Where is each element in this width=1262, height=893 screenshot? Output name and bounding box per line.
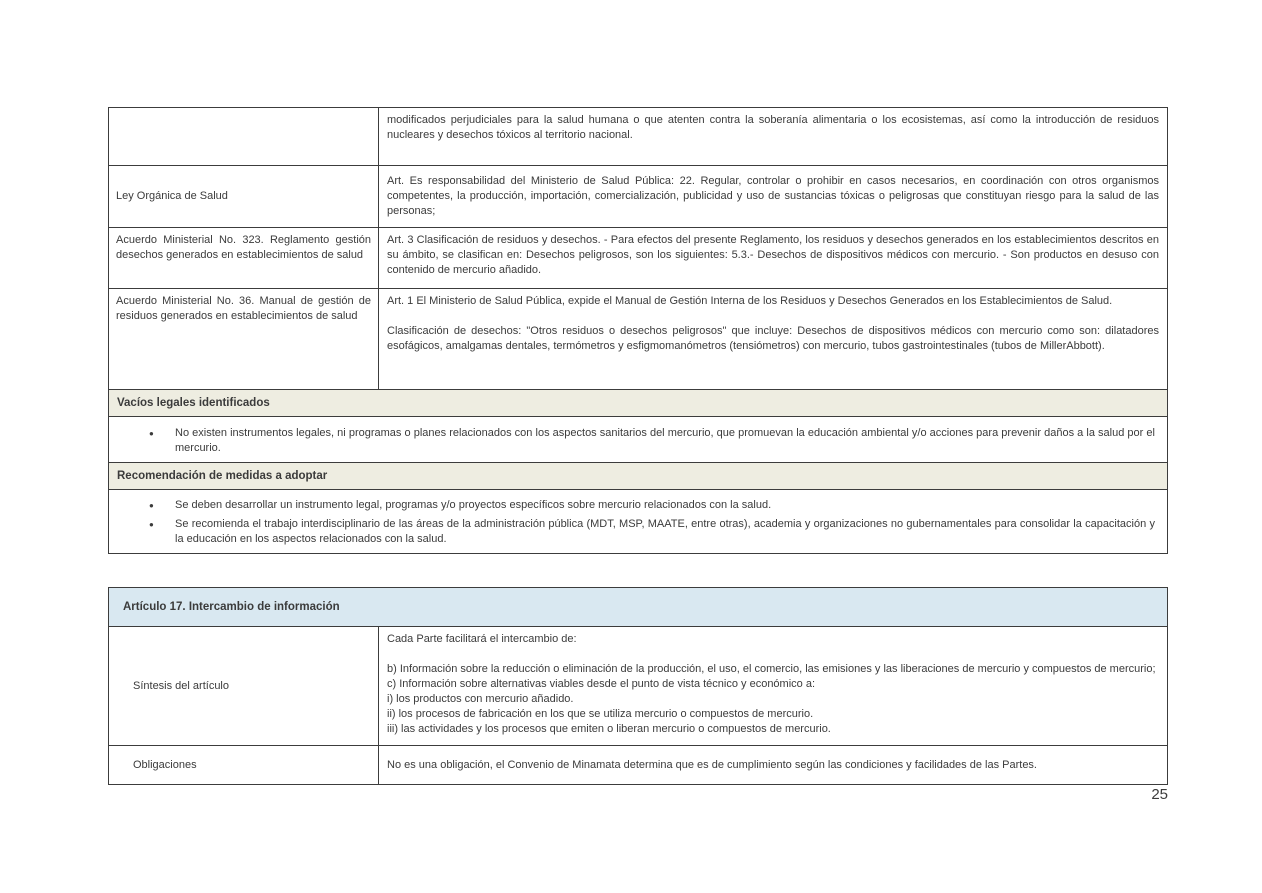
instrument-name-cell bbox=[109, 108, 379, 165]
table-row bbox=[109, 745, 1167, 784]
list-item bbox=[117, 515, 1159, 549]
instrument-detail-cell bbox=[379, 289, 1167, 389]
sintesis-line: ii) los procesos de fabricación en los que se utiliza mercurio o compuestos de mercurio. bbox=[387, 708, 814, 720]
section-header-vacios-legales bbox=[109, 389, 1167, 416]
articulo-17-table bbox=[108, 587, 1168, 785]
legal-instruments-table bbox=[108, 107, 1168, 554]
row-label: Obligaciones bbox=[133, 758, 197, 771]
list-item-text: Se recomienda el trabajo interdisciplinario de las áreas de la administración pública (MDT, MSP, MAATE, entre otras), academia y organizaciones no gubernamentales para consolidar la capacitación y la educación en los aspectos relacionados con la salud. bbox=[175, 518, 1155, 545]
recomendacion-items-row bbox=[109, 489, 1167, 553]
table-row bbox=[109, 227, 1167, 288]
row-label: Síntesis del artículo bbox=[133, 679, 229, 692]
bullet-icon: ● bbox=[149, 501, 154, 510]
section-header-label: Vacíos legales identificados bbox=[117, 396, 270, 409]
page-number: 25 bbox=[1151, 786, 1168, 803]
obligaciones-text: No es una obligación, el Convenio de Minamata determina que es de cumplimiento según las condiciones y facilidades de las Partes. bbox=[387, 758, 1037, 771]
instrument-name-cell bbox=[109, 166, 379, 227]
sintesis-line: i) los productos con mercurio añadido. bbox=[387, 693, 574, 705]
section-header-recomendacion bbox=[109, 462, 1167, 489]
sintesis-line: iii) las actividades y los procesos que emiten o liberan mercurio o compuestos de mercurio. bbox=[387, 723, 831, 735]
sintesis-content-cell bbox=[379, 627, 1167, 745]
instrument-detail-cell bbox=[379, 166, 1167, 227]
article-header bbox=[109, 588, 1167, 626]
instrument-detail: Art. 3 Clasificación de residuos y desechos. - Para efectos del presente Reglamento, los residuos y desechos generados en los establecimientos descritos en su ámbito, se clasifican en: Desechos peligrosos, son los siguientes: 5.3.- Desechos de dispositivos médicos con mercurio. - Son productos en desuso con contenido de mercurio añadido. bbox=[387, 234, 1159, 276]
bullet-icon: ● bbox=[149, 429, 154, 438]
document-page bbox=[108, 107, 1168, 785]
continuation-text: modificados perjudiciales para la salud humana o que atenten contra la soberanía alimentaria o los ecosistemas, así como la introducción de residuos nucleares y desechos tóxicos al territorio nacional. bbox=[387, 114, 1159, 141]
sintesis-line: c) Información sobre alternativas viables desde el punto de vista técnico y económico a: bbox=[387, 678, 816, 690]
instrument-detail-paragraph: Clasificación de desechos: "Otros residuos o desechos peligrosos" que incluye: Desechos de dispositivos médicos con mercurio como son: dilatadores esofágicos, amalgamas dentales, termómetros y esfigmomanómetros (tensiómetros) con mercurio, tubos gastrointestinales (tubos de MillerAbbott). bbox=[387, 325, 1159, 352]
instrument-name-cell bbox=[109, 228, 379, 288]
table-row bbox=[109, 165, 1167, 227]
table-row bbox=[109, 288, 1167, 389]
instrument-name-cell bbox=[109, 289, 379, 389]
list-item bbox=[117, 496, 1159, 515]
table-row bbox=[109, 108, 1167, 165]
list-item-text: No existen instrumentos legales, ni programas o planes relacionados con los aspectos sanitarios del mercurio, que promuevan la educación ambiental y/o acciones para prevenir daños a la salud por el mercurio. bbox=[175, 427, 1155, 454]
instrument-detail-paragraph: Art. 1 El Ministerio de Salud Pública, expide el Manual de Gestión Interna de los Residuos y Desechos Generados en los Establecimientos de Salud. bbox=[387, 295, 1113, 307]
blank-line bbox=[387, 647, 1159, 662]
bullet-icon: ● bbox=[149, 520, 154, 529]
instrument-name: Acuerdo Ministerial No. 36. Manual de gestión de residuos generados en establecimientos de salud bbox=[116, 295, 371, 322]
obligaciones-content-cell bbox=[379, 746, 1167, 784]
instrument-detail-cell bbox=[379, 228, 1167, 288]
table-row bbox=[109, 626, 1167, 745]
sintesis-intro: Cada Parte facilitará el intercambio de: bbox=[387, 633, 577, 645]
row-label-cell bbox=[109, 746, 379, 784]
sintesis-line: b) Información sobre la reducción o eliminación de la producción, el uso, el comercio, las emisiones y las liberaciones de mercurio y compuestos de mercurio; bbox=[387, 663, 1156, 675]
vacios-items-row bbox=[109, 416, 1167, 462]
instrument-detail: Art. Es responsabilidad del Ministerio de Salud Pública: 22. Regular, controlar o prohibir en casos necesarios, en coordinación con otros organismos competentes, la producción, importación, comercialización, publicidad y uso de sustancias tóxicas o peligrosas que constituyan riesgo para la salud de las personas; bbox=[387, 175, 1159, 217]
instrument-name: Acuerdo Ministerial No. 323. Reglamento gestión desechos generados en establecimientos de salud bbox=[116, 234, 371, 261]
article-title: Artículo 17. Intercambio de información bbox=[123, 600, 340, 613]
list-item-text: Se deben desarrollar un instrumento legal, programas y/o proyectos específicos sobre mercurio relacionados con la salud. bbox=[175, 499, 772, 511]
row-label-cell bbox=[109, 627, 379, 745]
section-header-label: Recomendación de medidas a adoptar bbox=[117, 469, 328, 482]
instrument-name: Ley Orgánica de Salud bbox=[116, 190, 228, 202]
list-item bbox=[117, 424, 1159, 458]
instrument-detail-cell bbox=[379, 108, 1167, 165]
